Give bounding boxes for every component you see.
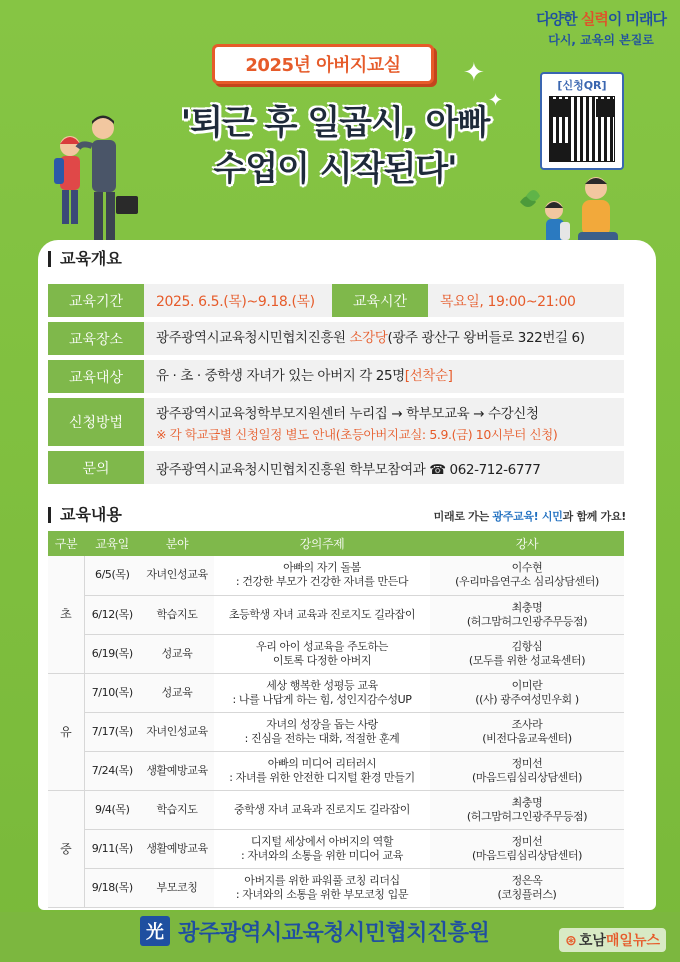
topic-cell: [214, 595, 430, 634]
date-cell: [84, 751, 140, 790]
field-cell-line: 생활예방교육: [146, 841, 208, 855]
topic-cell-line: 자녀의 성장을 돕는 사랑: [266, 717, 378, 731]
org-logo-icon: 光: [140, 916, 170, 946]
topic-cell-line: 초등학생 자녀 교육과 진로지도 길라잡이: [228, 607, 416, 621]
content-title: 교육내용: [48, 507, 122, 523]
motto-b: 광주교육!: [492, 510, 539, 523]
topic-cell-line: 세상 행복한 성평등 교육: [266, 678, 378, 692]
overview-row-apply: [48, 398, 624, 446]
topic-cell-line: : 나를 나답게 하는 힘, 성인지감수성UP: [232, 692, 412, 706]
date-cell: [84, 790, 140, 829]
instructor-cell-line: (마음드림심리상담센터): [471, 848, 583, 862]
instructor-cell-line: 이수현: [511, 561, 543, 575]
apply-note-c: ): [552, 426, 558, 442]
period-label: 교육기간: [48, 284, 144, 317]
date-cell: [84, 556, 140, 595]
field-cell: [140, 634, 214, 673]
topic-cell-line: 중학생 자녀 교육과 진로지도 길라잡이: [233, 802, 410, 816]
qr-code-icon[interactable]: [549, 96, 615, 162]
date-cell-line: 6/12(목): [91, 607, 133, 621]
instructor-cell-line: 김항심: [511, 639, 543, 653]
table-row: [48, 595, 624, 634]
topic-cell: [214, 790, 430, 829]
apply-note-b: 초등아버지교실: 5.9.(금) 10시부터 신청: [340, 426, 553, 442]
table-header-cell: 강의주제: [214, 531, 430, 556]
date-cell-line: 7/24(목): [91, 763, 133, 777]
press-name-a: 호남: [578, 933, 606, 949]
field-cell: [140, 556, 214, 595]
motto-a: 미래로 가는: [433, 510, 493, 523]
slogan-line2: 다시, 교육의 본질로: [548, 33, 654, 47]
instructor-cell: [430, 673, 624, 712]
instructor-cell: [430, 595, 624, 634]
instructor-cell-line: (우리마음연구소 심리상담센터): [455, 575, 599, 589]
qr-label: [신청QR]: [557, 79, 607, 92]
instructor-cell-line: 이미란: [511, 678, 543, 692]
slogan-text-b: 이 미래다: [607, 10, 666, 28]
instructor-cell-line: (허그맘허그인광주무등점): [466, 614, 588, 628]
group-cell: 중: [48, 790, 84, 907]
date-cell: [84, 595, 140, 634]
topic-cell-line: 우리 아이 성교육을 주도하는: [255, 639, 388, 653]
field-cell-line: 학습지도: [156, 607, 198, 621]
instructor-cell: [430, 790, 624, 829]
topic-cell-line: 아빠의 자기 돌봄: [283, 561, 361, 575]
date-cell: [84, 712, 140, 751]
instructor-cell-line: (허그맘허그인광주무등점): [466, 809, 588, 823]
instructor-cell-line: (마음드림심리상담센터): [471, 770, 583, 784]
field-cell: [140, 829, 214, 868]
topic-cell: [214, 868, 430, 907]
org-name: 광주광역시교육청시민협치진흥원: [178, 921, 490, 946]
date-cell: [84, 829, 140, 868]
motto-c: 시민: [538, 510, 563, 523]
overview-row-period: [48, 284, 624, 317]
field-cell-line: 성교육: [161, 685, 193, 699]
topic-cell-line: : 진심을 전하는 대화, 적절한 훈계: [244, 731, 400, 745]
place-value: [144, 322, 624, 355]
table-header-cell: 분야: [140, 531, 214, 556]
apply-line: 광주광역시교육청학부모지원센터 누리집 → 학부모교육 → 수강신청: [156, 405, 539, 422]
date-cell: [84, 868, 140, 907]
field-cell-line: 성교육: [161, 646, 193, 660]
table-header-cell: 교육일: [84, 531, 140, 556]
topic-cell: [214, 673, 430, 712]
place-highlight: 소강당: [349, 330, 388, 346]
topic-cell: [214, 751, 430, 790]
table-row: [48, 712, 624, 751]
schedule-table: [48, 531, 624, 908]
table-row: [48, 634, 624, 673]
date-cell-line: 6/5(목): [94, 568, 130, 582]
date-cell-line: 6/19(목): [91, 646, 133, 660]
place-address: (광주 광산구 왕버들로 322번길 6): [387, 330, 585, 346]
instructor-cell-line: (모두를 위한 성교육센터): [468, 653, 586, 667]
press-logo-icon: ⊛: [565, 933, 577, 949]
table-header-cell: 구분: [48, 531, 84, 556]
field-cell-line: 학습지도: [156, 802, 198, 816]
field-cell: [140, 595, 214, 634]
contact-label: 문의: [48, 451, 144, 484]
instructor-cell-line: 최충명: [511, 795, 543, 809]
contact-value: 광주광역시교육청시민협치진흥원 학부모참여과 ☎ 062-712-6777: [144, 451, 624, 484]
topic-cell: [214, 634, 430, 673]
qr-code-box[interactable]: [540, 72, 624, 170]
instructor-cell: [430, 634, 624, 673]
date-cell-line: 9/11(목): [91, 841, 133, 855]
date-cell-line: 7/10(목): [91, 685, 133, 699]
time-label: 교육시간: [332, 284, 428, 317]
field-cell-line: 자녀인성교육: [146, 724, 208, 738]
topic-cell-line: : 자녀와의 소통을 위한 미디어 교육: [241, 848, 403, 862]
instructor-cell: [430, 556, 624, 595]
instructor-cell-line: (코칭플러스): [497, 887, 557, 901]
target-text: 유 · 초 · 중학생 자녀가 있는 아버지 각 25명: [156, 368, 405, 384]
schedule-body: [48, 556, 624, 907]
period-value: 2025. 6.5.(목)~9.18.(목): [144, 284, 332, 317]
topic-cell-line: 아버지를 위한 파워풀 코칭 리더십: [244, 873, 400, 887]
field-cell: [140, 673, 214, 712]
headline: [135, 100, 535, 192]
instructor-cell-line: 정은옥: [511, 873, 543, 887]
target-highlight: [선착순]: [404, 368, 453, 384]
apply-value: [144, 398, 624, 446]
overview-row-place: [48, 322, 624, 355]
field-cell: [140, 751, 214, 790]
headline-line1: '퇴근 후 일곱시, 아빠: [180, 103, 490, 143]
table-row: [48, 673, 624, 712]
sparkle-icon: ✦: [463, 58, 485, 88]
date-cell-line: 9/4(목): [94, 802, 130, 816]
topic-cell-line: : 자녀를 위한 안전한 디지털 환경 만들기: [229, 770, 415, 784]
headline-line2: 수업이 시작된다': [213, 149, 457, 189]
sparkle-icon: ✦: [488, 90, 504, 111]
table-row: [48, 829, 624, 868]
target-label: 교육대상: [48, 360, 144, 393]
date-cell: [84, 673, 140, 712]
program-badge: 2025년 아버지교실: [212, 44, 434, 84]
overview-row-contact: [48, 451, 624, 484]
table-row: [48, 868, 624, 907]
field-cell-line: 부모코칭: [156, 880, 198, 894]
topic-cell-line: 디지털 세상에서 아버지의 역할: [250, 834, 394, 848]
topic-cell-line: 이토록 다정한 아버지: [272, 653, 372, 667]
instructor-cell-line: 최충명: [511, 600, 543, 614]
slogan-text-a: 다양한: [536, 10, 581, 28]
instructor-cell-line: 정미선: [511, 834, 543, 848]
overview-row-target: [48, 360, 624, 393]
apply-note-a: ※ 각 학교급별 신청일정 별도 안내(: [156, 426, 341, 442]
place-label: 교육장소: [48, 322, 144, 355]
instructor-cell-line: ((사) 광주여성민우회 ): [475, 692, 579, 706]
table-row: [48, 556, 624, 595]
press-name-b: 매일뉴스: [605, 933, 660, 949]
instructor-cell: [430, 868, 624, 907]
topic-cell: [214, 556, 430, 595]
place-text: 광주광역시교육청시민협치진흥원: [156, 330, 350, 346]
field-cell-line: 자녀인성교육: [146, 568, 208, 582]
slogan-line1: [536, 8, 666, 29]
topic-cell-line: : 자녀와의 소통을 위한 부모코칭 입문: [235, 887, 409, 901]
target-value: [144, 360, 624, 393]
table-header-cell: 강사: [430, 531, 624, 556]
apply-label: 신청방법: [48, 398, 144, 446]
overview-title: 교육개요: [48, 251, 122, 267]
apply-note: [156, 425, 624, 443]
slogan-highlight: 실력: [580, 10, 608, 28]
date-cell: [84, 634, 140, 673]
motto: [434, 508, 626, 524]
topic-cell: [214, 829, 430, 868]
motto-d: 과 함께 가요!: [562, 510, 626, 523]
instructor-cell: [430, 751, 624, 790]
instructor-cell-line: 조사라: [511, 717, 543, 731]
press-watermark: [559, 928, 666, 952]
date-cell-line: 9/18(목): [91, 880, 133, 894]
date-cell-line: 7/17(목): [91, 724, 133, 738]
table-header-row: [48, 531, 624, 556]
topic-cell-line: : 건강한 부모가 건강한 자녀를 만든다: [235, 575, 409, 589]
instructor-cell-line: (비전다움교육센터): [482, 731, 572, 745]
instructor-cell: [430, 712, 624, 751]
field-cell: [140, 712, 214, 751]
slogan: [536, 8, 666, 48]
instructor-cell-line: 정미선: [511, 756, 543, 770]
instructor-cell: [430, 829, 624, 868]
time-value: 목요일, 19:00~21:00: [428, 284, 624, 317]
field-cell-line: 생활예방교육: [146, 763, 208, 777]
field-cell: [140, 790, 214, 829]
topic-cell: [214, 712, 430, 751]
table-row: [48, 751, 624, 790]
group-cell: 초: [48, 556, 84, 673]
group-cell: 유: [48, 673, 84, 790]
field-cell: [140, 868, 214, 907]
table-row: [48, 790, 624, 829]
topic-cell-line: 아빠의 미디어 리터러시: [267, 756, 377, 770]
